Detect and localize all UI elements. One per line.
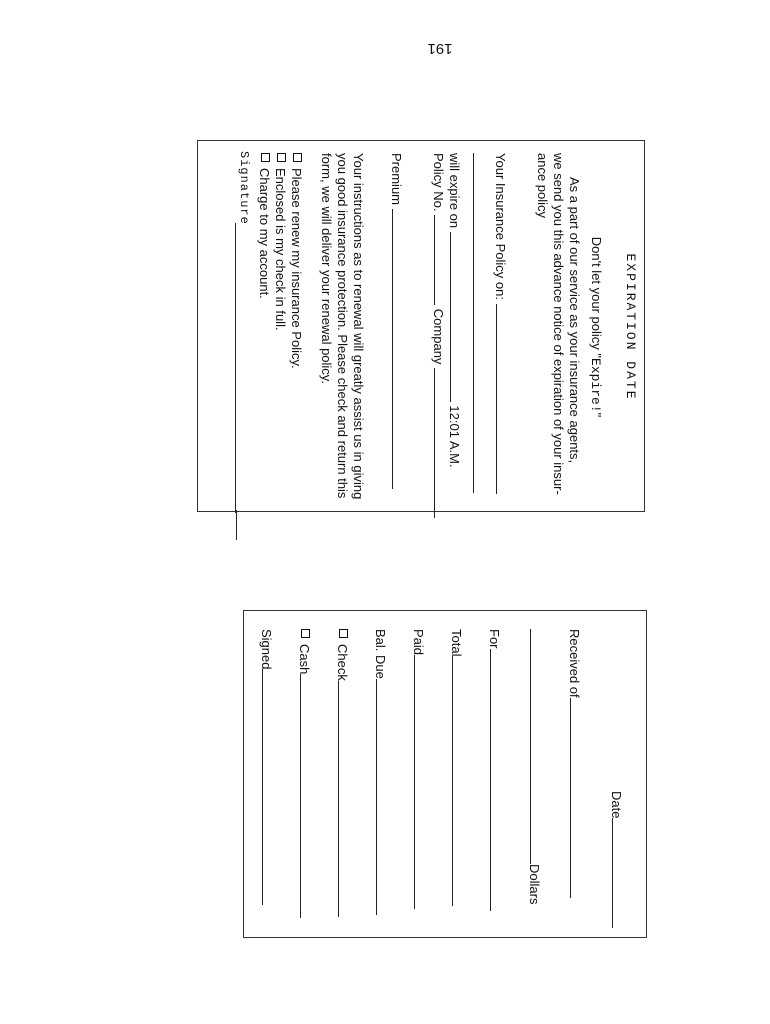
signature-line-extension (236, 510, 237, 540)
option-check[interactable] (272, 153, 288, 331)
signed-field[interactable] (262, 669, 276, 905)
signature-row (236, 151, 252, 225)
tagline-word: Expire! (588, 358, 603, 413)
for-field[interactable] (490, 649, 504, 911)
policy-on-label: Your Insurance Policy on: (493, 153, 508, 300)
option-charge-label: Charge to my account. (257, 168, 272, 299)
renew-checkbox[interactable] (293, 153, 302, 162)
dollars-label: Dollars (527, 864, 542, 905)
policy-on-field[interactable] (496, 304, 510, 494)
receipt-form (243, 610, 647, 938)
tagline (587, 141, 604, 513)
signed-label: Signed (259, 629, 274, 670)
check-label: Check (335, 644, 350, 681)
policy-company-row (430, 153, 448, 518)
cash-checkbox[interactable] (301, 629, 310, 638)
received-of-row (566, 629, 584, 898)
cash-row[interactable] (296, 629, 314, 918)
expire-on-label: will expire on (447, 153, 462, 229)
expiration-notice-form (197, 140, 645, 512)
check-field[interactable] (338, 681, 352, 917)
option-renew[interactable] (288, 153, 304, 369)
intro-line-1: As a part of our service as your insurance agents, (567, 177, 582, 464)
bal-due-field[interactable] (376, 679, 390, 915)
premium-field[interactable] (392, 209, 406, 489)
for-label: For (487, 629, 502, 649)
cash-label: Cash (297, 644, 312, 675)
policy-no-field[interactable] (434, 215, 448, 305)
amount-row (526, 629, 544, 904)
company-field[interactable] (434, 368, 448, 518)
option-renew-label: Please renew my insurance Policy. (289, 168, 304, 369)
date-row (608, 791, 626, 928)
received-of-label: Received of (567, 629, 582, 698)
bal-due-label: Bal. Due (373, 629, 388, 679)
total-label: Total (449, 629, 464, 657)
total-row (448, 629, 466, 906)
form-heading: EXPIRATION DATE (623, 253, 638, 401)
check-checkbox[interactable] (339, 629, 348, 638)
intro-line-3: ance policy (535, 153, 550, 219)
option-check-label: Enclosed is my check in full. (273, 168, 288, 331)
for-row (486, 629, 504, 911)
paid-row (410, 629, 428, 909)
charge-account-checkbox[interactable] (261, 153, 270, 162)
policy-no-label: Policy No. (431, 153, 446, 212)
date-field[interactable] (612, 818, 626, 928)
premium-row (388, 153, 406, 489)
paid-field[interactable] (414, 655, 428, 909)
signature-label: Signature (237, 151, 251, 225)
total-field[interactable] (452, 656, 466, 906)
check-row[interactable] (334, 629, 352, 917)
date-label: Date (609, 791, 624, 819)
paid-label: Paid (411, 629, 426, 656)
company-label: Company (431, 308, 446, 365)
expire-on-row (446, 153, 464, 468)
expire-time: 12:01 A.M. (447, 405, 462, 468)
option-charge[interactable] (256, 153, 272, 299)
premium-label: Premium (389, 153, 404, 206)
instructions-line-1: Your instructions as to renewal will greatly assist us in giving (351, 153, 366, 500)
cash-field[interactable] (300, 674, 314, 918)
instructions-line-3: form, we will deliver your renewal policy. (319, 153, 334, 384)
instructions-line-2: you good insurance protection. Please check and return this (335, 153, 350, 499)
tagline-prefix: Don't let your policy " (589, 236, 604, 359)
policy-on-extra-line[interactable] (473, 153, 474, 493)
intro-line-2: we send you this advance notice of expiration of your insur- (551, 153, 566, 495)
signed-row (258, 629, 276, 905)
bal-due-row (372, 629, 390, 915)
check-enclosed-checkbox[interactable] (277, 153, 286, 162)
expire-on-field[interactable] (450, 232, 464, 402)
tagline-suffix: " (589, 412, 604, 418)
received-of-field[interactable] (570, 698, 584, 898)
policy-on-row (492, 153, 510, 494)
amount-field[interactable] (530, 629, 544, 864)
signature-field[interactable] (235, 223, 236, 513)
page-number: 191 (427, 40, 453, 57)
